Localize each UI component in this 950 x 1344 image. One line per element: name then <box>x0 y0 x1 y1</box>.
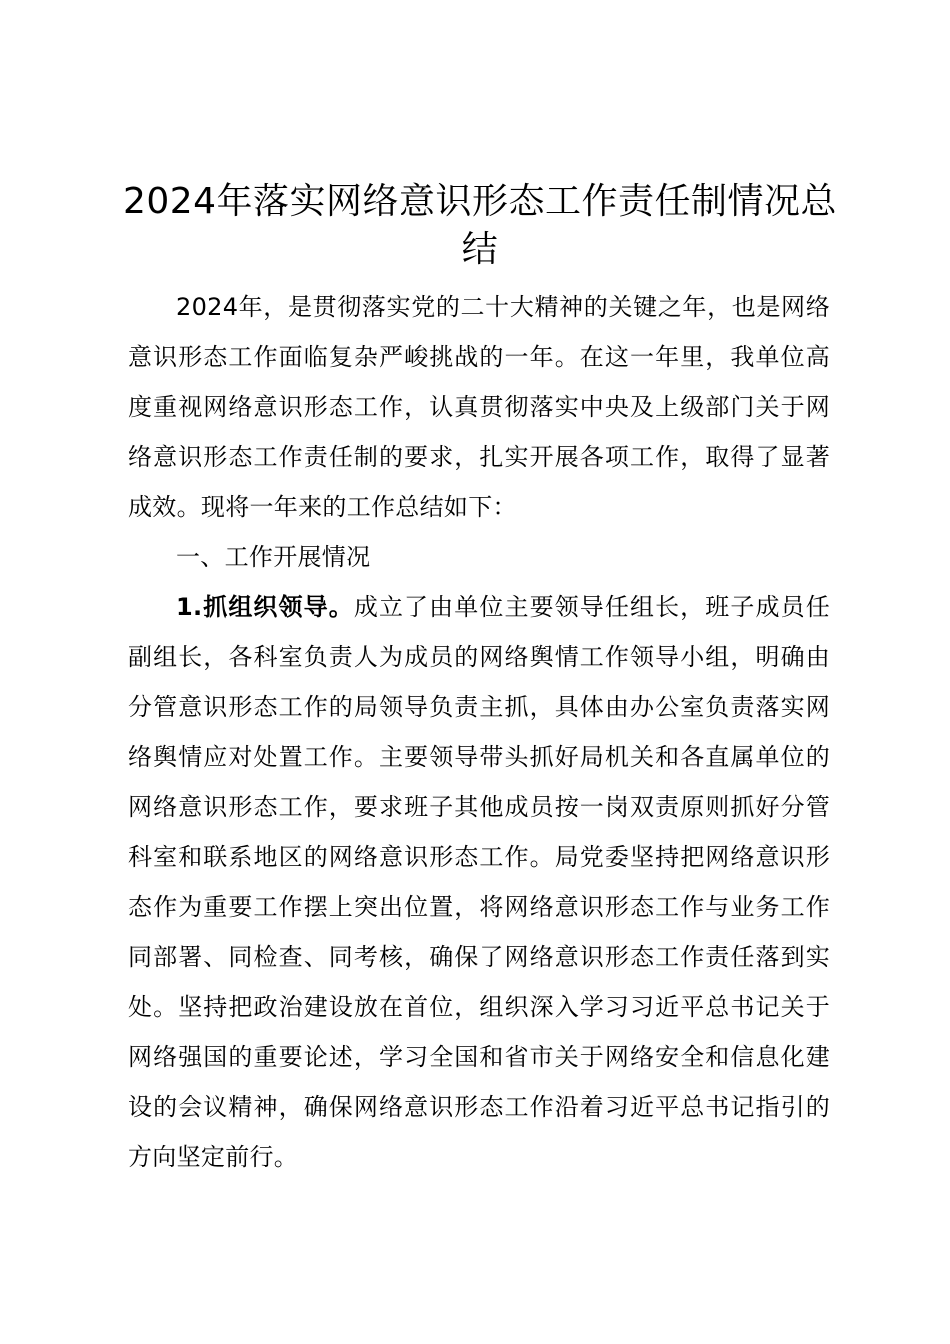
paragraph-lead-heading: 1.抓组织领导。 <box>176 593 354 621</box>
section-heading-text: 一、工作开展情况 <box>176 543 371 571</box>
section-heading <box>128 532 830 582</box>
document-body <box>128 282 830 1182</box>
document-title: 2024年落实网络意识形态工作责任制情况总结 <box>122 181 838 270</box>
organization-leadership-text: 成立了由单位主要领导任组长，班子成员任副组长，各科室负责人为成员的网络舆情工作领导小组，明确由分管意识形态工作的局领导负责主抓，具体由办公室负责落实网络舆情应对处置工作。主要领导带头抓好局机关和各直属单位的网络意识形态工作，要求班子其他成员按一岗双责原则抓好分管科室和联系地区的网络意识形态工作。局党委坚持把网络意识形态作为重要工作摆上突出位置，将网络意识形态工作与业务工作同部署、同检查、同考核，确保了网络意识形态工作责任落到实处。坚持把政治建设放在首位，组织深入学习习近平总书记关于网络强国的重要论述，学习全国和省市关于网络安全和信息化建设的会议精神，确保网络意识形态工作沿着习近平总书记指引的方向坚定前行。 <box>128 593 830 1171</box>
intro-paragraph-text: 2024年，是贯彻落实党的二十大精神的关键之年，也是网络意识形态工作面临复杂严峻挑战的一年。在这一年里，我单位高度重视网络意识形态工作，认真贯彻落实中央及上级部门关于网络意识形态工作责任制的要求，扎实开展各项工作，取得了显著成效。现将一年来的工作总结如下： <box>128 293 830 521</box>
intro-paragraph <box>128 282 830 532</box>
organization-leadership-paragraph <box>128 582 830 1182</box>
